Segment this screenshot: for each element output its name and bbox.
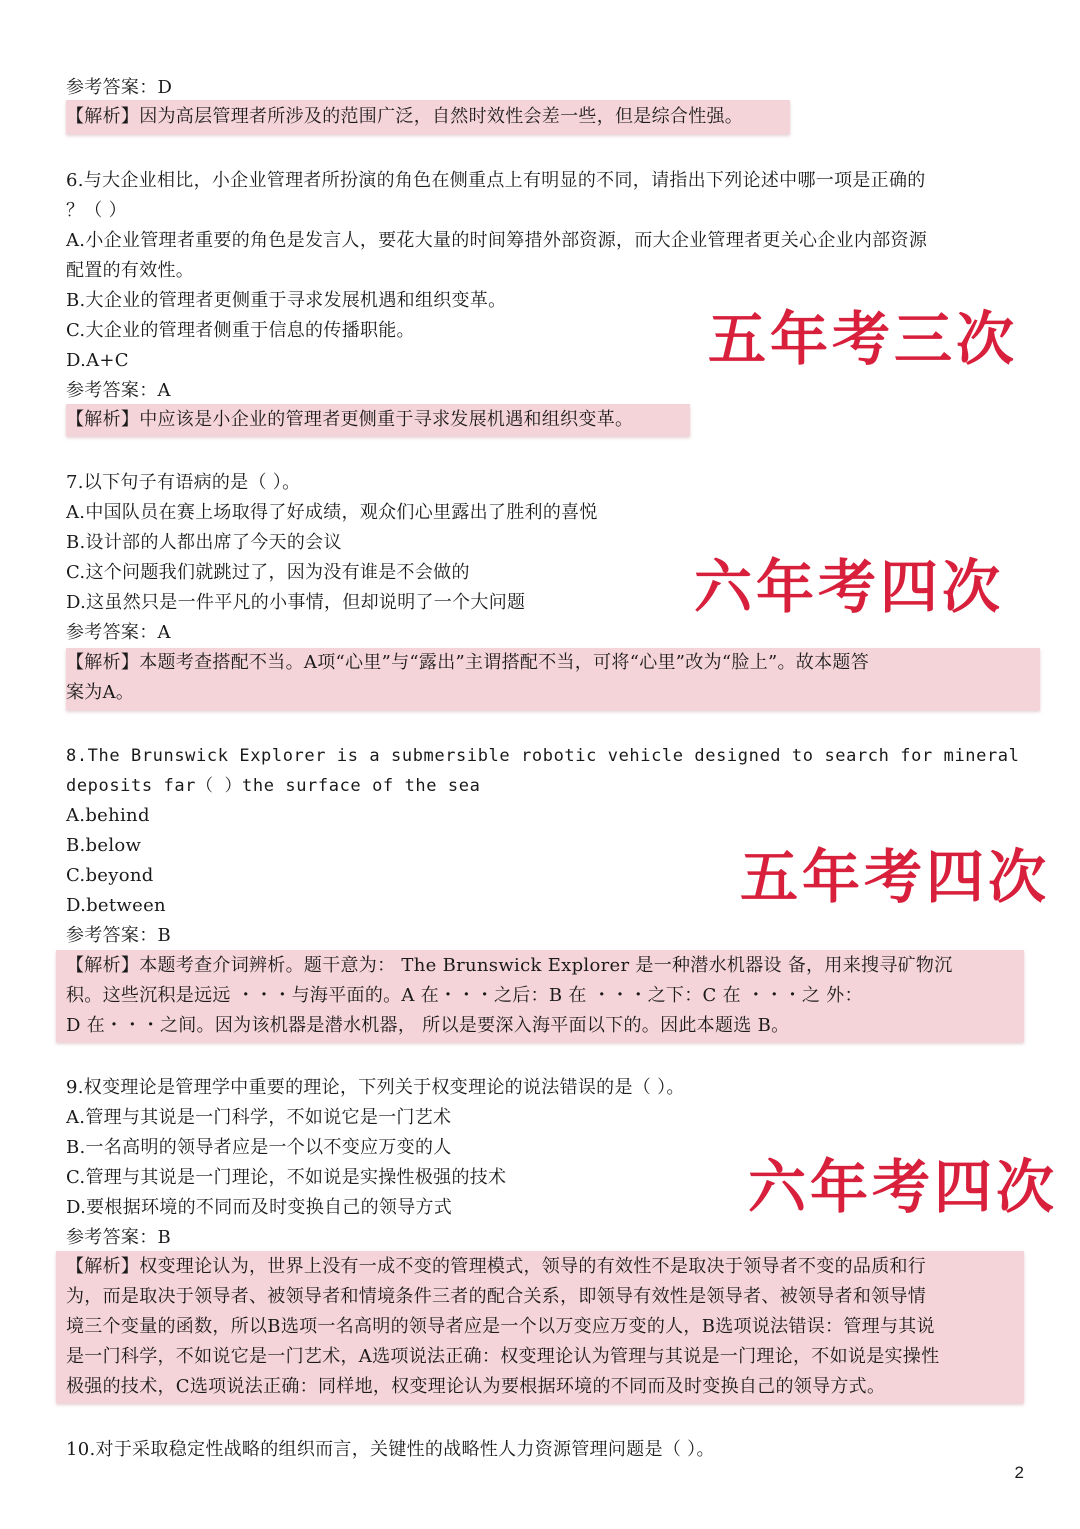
q9-analysis-highlight	[56, 1251, 1024, 1403]
q6-option-b: B.大企业的管理者更侧重于寻求发展机遇和组织变革。	[66, 290, 507, 311]
q10-stem: 10.对于采取稳定性战略的组织而言，关键性的战略性人力资源管理问题是（ ）。	[66, 1439, 715, 1460]
q9-option-a: A.管理与其说是一门科学，不如说它是一门艺术	[66, 1107, 452, 1128]
q6-option-c: C.大企业的管理者侧重于信息的传播职能。	[66, 320, 415, 341]
q7-analysis-line2: 案为A。	[66, 682, 135, 703]
q6-option-a-line1: A.小企业管理者重要的角色是发言人，要花大量的时间筹措外部资源，而大企业管理者更关心企业内部资源	[66, 230, 928, 251]
q8-option-c: C.beyond	[66, 865, 154, 886]
q7-analysis-highlight	[66, 648, 1040, 710]
q7-answer: 参考答案：A	[66, 622, 171, 643]
q9-analysis-line2: 为，而是取决于领导者、被领导者和情境条件三者的配合关系，即领导有效性是领导者、被领导者和领导情	[66, 1286, 927, 1307]
q6-analysis: 【解析】中应该是小企业的管理者更侧重于寻求发展机遇和组织变革。	[66, 409, 634, 430]
q8-option-d: D.between	[66, 895, 166, 916]
q8-analysis-line3: D 在・・・之间。因为该机器是潜水机器， 所以是要深入海平面以下的。因此本题选 B。	[66, 1015, 790, 1036]
q7-option-a: A.中国队员在赛上场取得了好成绩，观众们心里露出了胜利的喜悦	[66, 502, 598, 523]
q5-analysis: 【解析】因为高层管理者所涉及的范围广泛，自然时效性会差一些，但是综合性强。	[66, 106, 744, 127]
page-number: 2	[1014, 1463, 1024, 1482]
q9-option-d: D.要根据环境的不同而及时变换自己的领导方式	[66, 1197, 453, 1218]
q7-option-d: D.这虽然只是一件平凡的小事情，但却说明了一个大问题	[66, 592, 526, 613]
q9-option-c: C.管理与其说是一门理论，不如说是实操性极强的技术	[66, 1167, 507, 1188]
q8-analysis-highlight	[56, 950, 1024, 1042]
q8-analysis-line1: 【解析】本题考查介词辨析。题干意为： The Brunswick Explorer 是一种潜水机器设 备，用来搜寻矿物沉	[66, 955, 953, 976]
q9-option-b: B.一名高明的领导者应是一个以不变应万变的人	[66, 1137, 452, 1158]
q5-answer: 参考答案：D	[66, 77, 173, 98]
q9-analysis-line3: 境三个变量的函数，所以B选项一名高明的领导者应是一个以万变应万变的人，B选项说法错误：管理与其说	[66, 1316, 935, 1337]
q6-frequency-stamp: 五年考三次	[708, 305, 1019, 373]
q8-stem-line1: 8.The Brunswick Explorer is a submersible robotic vehicle designed to search for mineral	[66, 746, 1020, 766]
q9-analysis-line4: 是一门科学，不如说它是一门艺术，A选项说法正确：权变理论认为管理与其说是一门理论，不如说是实操性	[66, 1346, 940, 1367]
q8-frequency-stamp: 五年考四次	[740, 843, 1051, 911]
q8-analysis-line2: 积。这些沉积是远远 ・・・与海平面的。A 在・・・之后：B 在 ・・・之下：C 在 ・・・之 外：	[66, 985, 863, 1006]
q7-stem: 7.以下句子有语病的是（ ）。	[66, 472, 301, 493]
q8-answer: 参考答案：B	[66, 925, 172, 946]
q9-stem: 9.权变理论是管理学中重要的理论，下列关于权变理论的说法错误的是（ ）。	[66, 1077, 685, 1098]
q6-answer: 参考答案：A	[66, 380, 171, 401]
q9-analysis-line1: 【解析】权变理论认为，世界上没有一成不变的管理模式，领导的有效性不是取决于领导者不变的品质和行	[66, 1256, 927, 1277]
q6-option-d: D.A+C	[66, 350, 129, 371]
q7-frequency-stamp: 六年考四次	[694, 553, 1005, 621]
q9-answer: 参考答案：B	[66, 1227, 172, 1248]
q8-stem-line2: deposits far（ ）the surface of the sea	[66, 776, 481, 796]
q9-frequency-stamp: 六年考四次	[748, 1153, 1059, 1221]
q7-analysis-line1: 【解析】本题考查搭配不当。A项“心里”与“露出”主谓搭配不当，可将“心里”改为“脸上”。故本题答	[66, 652, 870, 673]
q7-option-c: C.这个问题我们就跳过了，因为没有谁是不会做的	[66, 562, 470, 583]
q6-analysis-highlight	[66, 404, 690, 436]
q6-stem-line2: ？（ ）	[66, 200, 127, 221]
q6-option-a-line2: 配置的有效性。	[66, 260, 195, 281]
q5-analysis-highlight	[66, 100, 790, 134]
q9-analysis-line5: 极强的技术，C选项说法正确：同样地，权变理论认为要根据环境的不同而及时变换自己的领导方式。	[66, 1376, 886, 1397]
q6-stem-line1: 6.与大企业相比，小企业管理者所扮演的角色在侧重点上有明显的不同，请指出下列论述中哪一项是正确的	[66, 170, 926, 191]
q7-option-b: B.设计部的人都出席了今天的会议	[66, 532, 342, 553]
q8-option-b: B.below	[66, 835, 142, 856]
q8-option-a: A.behind	[66, 805, 150, 826]
